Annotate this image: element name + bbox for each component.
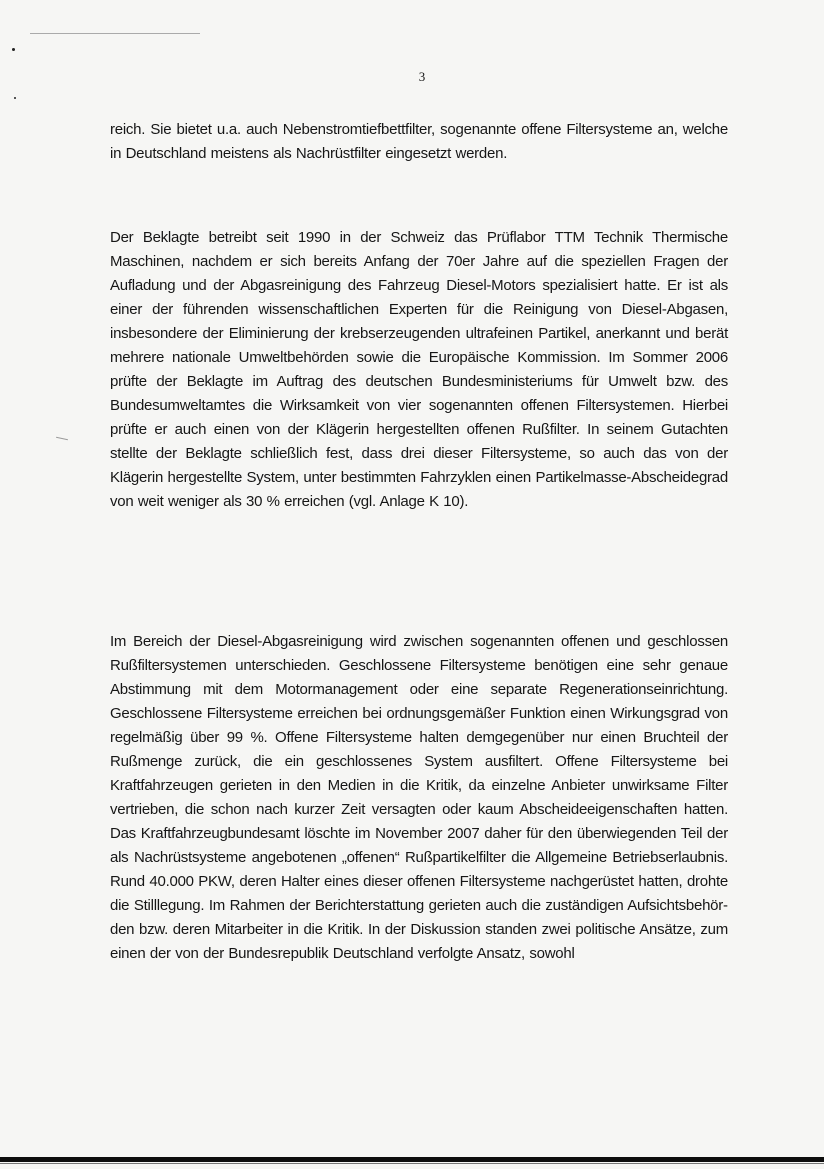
scan-speck [14,97,16,99]
scan-speck [12,48,15,51]
paragraph-3: Im Bereich der Diesel-Abgasreinigung wird zwischen sogenannten offenen und geschlossen Rußfiltersystemen unterschieden. Geschlossene Filtersysteme benötigen eine sehr genaue Abstimmung mit dem Motormanagement oder eine separate Regenerationseinrichtung. Geschlossene Filtersysteme erreichen bei ordnungsgemäßer Funktion einen Wirkungsgrad von regelmäßig über 99 %. Offene Filtersysteme halten demgegenüber nur einen Bruchteil der Rußmenge zurück, die ein geschlossenes System ausfiltert. Offene Filtersysteme bei Kraftfahrzeugen gerieten in den Medien in die Kritik, da einzelne Anbieter unwirksame Filter vertrieben, die schon nach kurzer Zeit versagten oder kaum Abscheideeigenschaften hatten. Das Kraftfahrzeugbundesamt löschte im November 2007 daher für den überwiegenden Teil der als Nachrüstsysteme angebotenen „offenen“ Rußpartikelfilter die Allgemeine Betriebserlaubnis. Rund 40.000 PKW, deren Halter eines dieser offenen Filtersysteme nachgerüstet hatten, drohte die Stilllegung. Im Rahmen der Berichterstattung gerieten auch die zuständigen Aufsichtsbehörden bzw. deren Mitarbeiter in die Kritik. In der Diskussion standen zwei politische Ansätze, zum einen der von der Bundesrepublik Deutschland verfolgte Ansatz, sowohl [110,633,728,962]
scan-bottom-edge [0,1157,824,1162]
paragraph-1: reich. Sie bietet u.a. auch Nebenstromtiefbettfilter, sogenannte offene Filtersysteme an, welche in Deutschland meistens als Nachrüstfilter eingesetzt werden. [110,121,728,162]
page-number: 3 [418,69,426,84]
margin-mark [56,437,68,440]
scan-artifact-line [30,33,200,34]
paragraph-2: Der Beklagte betreibt seit 1990 in der Schweiz das Prüflabor TTM Technik Thermische Maschinen, nachdem er sich bereits Anfang der 70er Jahre auf die speziellen Fragen der Aufladung und der Abgasreinigung des Fahrzeug Diesel-Motors spezialisiert hatte. Er ist als einer der führenden wissenschaftlichen Experten für die Reinigung von Diesel-Abgasen, insbesondere der Eliminierung der krebserzeugenden ultrafeinen Partikel, anerkannt und berät mehrere nationale Umweltbehörden sowie die Europäische Kommission. Im Sommer 2006 prüfte der Beklagte im Auftrag des deutschen Bundesministeriums für Umwelt bzw. des Bundesumweltamtes die Wirksamkeit von vier sogenannten offenen Filtersystemen. Hierbei prüfte er auch einen von der Klägerin hergestellten offenen Rußfilter. In seinem Gutachten stellte der Beklagte schließlich fest, dass drei dieser Filtersysteme, so auch das von der Klägerin hergestellte System, unter bestimmten Fahrzyklen einen Partikelmasse-Abscheidegrad von weit weniger als 30 % erreichen (vgl. Anlage K 10). [110,229,728,510]
